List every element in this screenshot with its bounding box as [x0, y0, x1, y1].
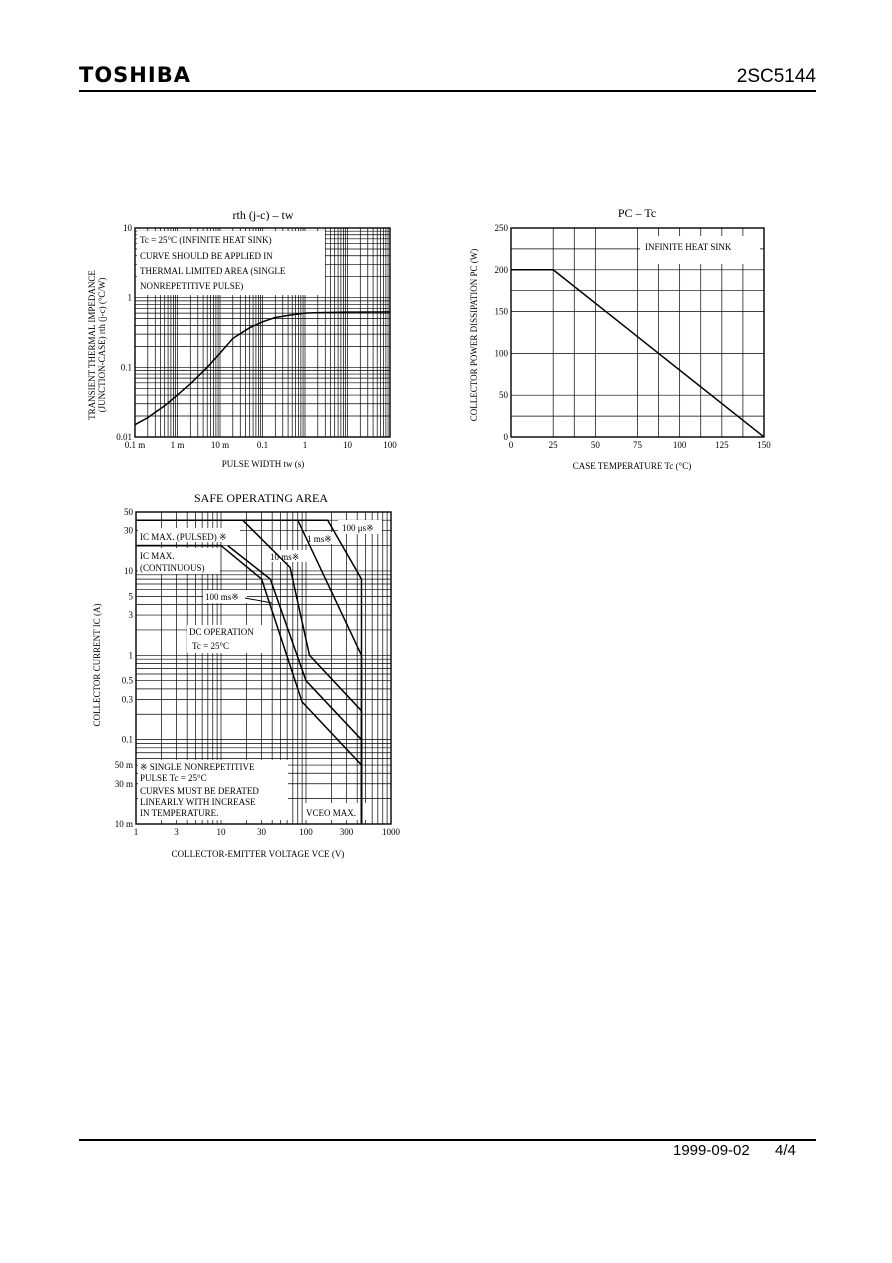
- x-tick-label: 0: [508, 440, 514, 450]
- y-tick-label: 30: [124, 525, 133, 536]
- y-tick-label: 30 m: [114, 778, 133, 789]
- rth-annotation-line-3: THERMAL LIMITED AREA (SINGLE: [140, 266, 286, 276]
- part-number: 2SC5144: [736, 66, 816, 87]
- y-tick-label: 250: [494, 223, 508, 233]
- y-tick-label: 1: [127, 292, 132, 303]
- x-tick-label: 0.1: [256, 440, 269, 450]
- x-tick-label: 100: [672, 440, 687, 450]
- soa-note-line-4: LINEARLY WITH INCREASE: [140, 797, 256, 807]
- y-tick-label: 150: [494, 306, 508, 317]
- x-tick-label: 3: [174, 827, 179, 837]
- rth-annotation-line-4: NONREPETITIVE PULSE): [140, 281, 244, 291]
- x-tick-label: 10 m: [210, 440, 230, 450]
- y-tick-label: 50 m: [114, 760, 133, 771]
- soa-100us-label: 100 μs※: [342, 523, 374, 533]
- pc-y-axis-label: COLLECTOR POWER DISSIPATION PC (W): [469, 248, 479, 422]
- y-tick-label: 200: [494, 264, 508, 275]
- y-tick-label: 50: [499, 390, 508, 401]
- pc-x-axis-label: CASE TEMPERATURE Tc (°C): [572, 461, 692, 471]
- x-tick-label: 0.1 m: [124, 440, 146, 450]
- rth-annotation-line-1: Tc = 25°C (INFINITE HEAT SINK): [140, 235, 272, 245]
- rth-annotation-line-2: CURVE SHOULD BE APPLIED IN: [140, 251, 273, 261]
- y-tick-label: 1: [128, 650, 133, 661]
- x-tick-label: 25: [548, 440, 558, 450]
- y-tick-label: 10: [123, 223, 132, 233]
- soa-y-axis-label: COLLECTOR CURRENT IC (A): [92, 603, 102, 727]
- x-tick-label: 1 m: [170, 440, 185, 450]
- pc-chart: [469, 206, 771, 471]
- rth-y-axis-label-1: TRANSIENT THERMAL IMPEDANCE: [87, 270, 97, 420]
- y-tick-label: 0.5: [121, 675, 133, 686]
- x-tick-label: 100: [299, 827, 313, 837]
- y-tick-label: 0.1: [121, 734, 133, 745]
- soa-dc-tc-label: Tc = 25°C: [192, 641, 230, 651]
- x-tick-label: 1: [133, 827, 139, 837]
- soa-vceo-label: VCEO MAX.: [306, 808, 357, 818]
- x-tick-label: 1: [302, 440, 308, 450]
- footer-rule: [79, 1139, 816, 1141]
- y-tick-label: 0.01: [116, 432, 132, 442]
- footer-date: 1999-09-02: [673, 1142, 750, 1159]
- soa-x-axis-label: COLLECTOR-EMITTER VOLTAGE VCE (V): [171, 849, 345, 859]
- y-tick-label: 100: [494, 348, 508, 359]
- y-tick-label: 10: [124, 565, 133, 576]
- y-tick-label: 10 m: [114, 819, 133, 829]
- x-tick-label: 10: [216, 827, 226, 837]
- soa-ic-max-cont-label-1: IC MAX.: [140, 551, 175, 561]
- y-tick-label: 5: [128, 591, 133, 602]
- rth-x-axis-label: PULSE WIDTH tw (s): [221, 459, 305, 469]
- soa-note-line-3: CURVES MUST BE DERATED: [140, 786, 259, 796]
- x-tick-label: 50: [590, 440, 600, 450]
- x-tick-label: 125: [715, 440, 729, 450]
- x-tick-label: 10: [343, 440, 352, 450]
- soa-note-line-2: PULSE Tc = 25°C: [140, 773, 207, 783]
- y-tick-label: 0.1: [120, 362, 132, 373]
- soa-note-line-1: ※ SINGLE NONREPETITIVE: [140, 762, 255, 772]
- x-tick-label: 1000: [382, 827, 400, 837]
- soa-note-line-5: IN TEMPERATURE.: [140, 808, 219, 818]
- soa-ic-max-cont-label-2: (CONTINUOUS): [140, 563, 205, 573]
- y-tick-label: 0: [503, 432, 508, 442]
- soa-10ms-label: 10 ms※: [270, 552, 300, 562]
- x-tick-label: 300: [339, 827, 354, 837]
- rth-chart: [87, 208, 397, 469]
- rth-y-axis-label-2: (JUNCTION-CASE) rth (j-c) (°C/W): [97, 277, 107, 413]
- y-tick-label: 50: [124, 507, 133, 517]
- x-tick-label: 30: [257, 827, 267, 837]
- x-tick-label: 150: [757, 440, 771, 450]
- rth-chart-title: rth (j-c) – tw: [232, 208, 294, 222]
- series-line-0: [310, 520, 362, 824]
- x-tick-label: 100: [383, 440, 397, 450]
- soa-1ms-label: 1 ms※: [307, 534, 332, 544]
- pc-chart-title: PC – Tc: [617, 206, 657, 220]
- footer-page: 4/4: [775, 1142, 796, 1159]
- soa-ic-max-pulsed-label: IC MAX. (PULSED) ※: [140, 532, 227, 542]
- soa-chart: [92, 491, 401, 859]
- y-tick-label: 3: [128, 610, 133, 621]
- soa-chart-title: SAFE OPERATING AREA: [193, 491, 329, 505]
- pc-annotation: INFINITE HEAT SINK: [645, 242, 732, 252]
- x-tick-label: 75: [633, 440, 642, 450]
- soa-100ms-label: 100 ms※: [205, 592, 239, 602]
- toshiba-logo: TOSHIBA: [79, 63, 191, 87]
- soa-dc-operation-label: DC OPERATION: [189, 627, 254, 637]
- y-tick-label: 0.3: [121, 694, 133, 705]
